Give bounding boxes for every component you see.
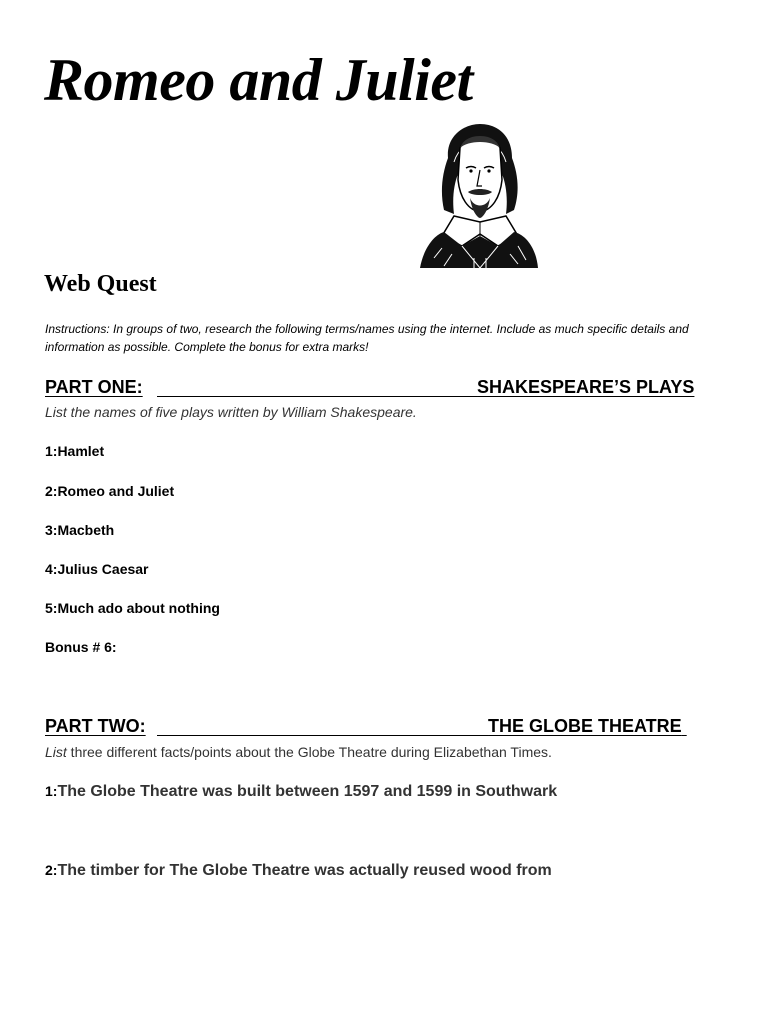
part-one-topic [452,377,694,398]
part-one-direction [45,404,417,420]
play-list-item: 5:Much ado about nothing [45,600,220,616]
part-one-direction-text: List the names of five plays written by William Shakespeare. [45,404,417,420]
part-two-direction-lead: List [45,744,67,760]
part-one-topic-text: SHAKESPEARE’S PLAYS [477,377,695,397]
shakespeare-portrait-image [414,118,542,270]
portrait-face [458,136,502,218]
part-one-label: PART ONE: [45,377,143,397]
play-list-item: 4:Julius Caesar [45,561,149,577]
part-two-blank-line [157,735,463,736]
fact-number: 2: [45,862,58,878]
document-title: Romeo and Juliet [44,47,473,113]
fact-text: The timber for The Globe Theatre was actually reused wood from [57,862,552,879]
play-list-item: 3:Macbeth [45,522,115,538]
part-two-topic-text: THE GLOBE THEATRE [488,716,682,736]
portrait-body [420,232,538,268]
bonus-item: Bonus # 6: [45,639,117,655]
play-list-item: 2:Romeo and Juliet [45,483,175,499]
part-one-blank-line [157,396,453,397]
part-two-topic [463,716,687,737]
part-two-label: PART TWO: [45,716,146,736]
part-two-direction-rest: three different facts/points about the Globe Theatre during Elizabethan Times. [66,744,552,760]
fact-text: The Globe Theatre was built between 1597 and 1599 in Southwark [57,783,558,800]
part-one-heading [45,377,725,397]
instructions-text: Instructions: In groups of two, research the following terms/names using the internet. Include as much specific details and information as possible. Complete the bonus for extra marks! [45,322,689,354]
globe-fact [45,862,552,880]
part-two-heading [45,716,725,736]
part-two-direction [45,744,552,760]
fact-number: 1: [45,783,58,799]
play-list-item: 1:Hamlet [45,443,105,459]
globe-fact [45,783,557,801]
section-subtitle: Web Quest [44,271,157,297]
